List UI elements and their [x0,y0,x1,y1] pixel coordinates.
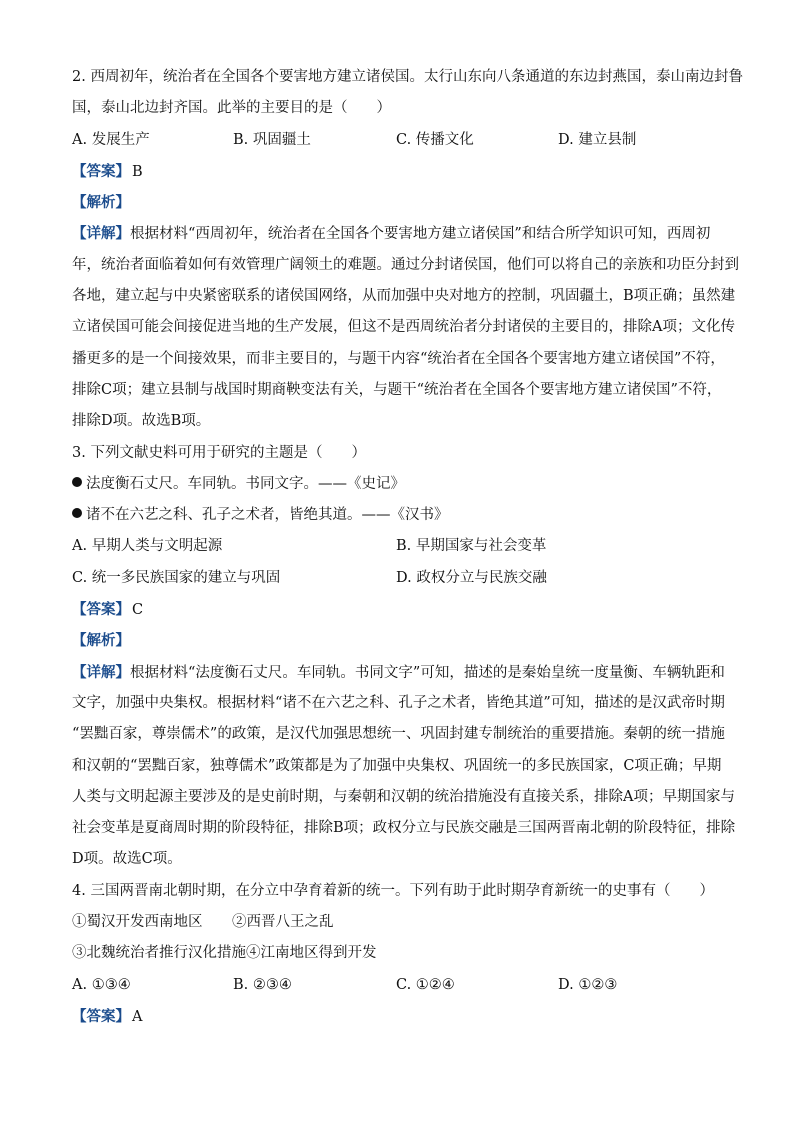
question-page [72,62,743,1032]
q4-answer [72,1001,724,1032]
material-text: 法度衡石丈尺。车同轨。书同文字。——《史记》 [86,475,405,492]
q4-option-c: C. ①②④ [396,976,455,993]
q4-answer-value: A [132,1008,143,1025]
q3-option-c: C. 统一多民族国家的建立与巩固 [72,569,281,586]
answer-label: 【答案】 [72,601,130,619]
q2-detail-line-3: 各地，建立起与中央紧密联系的诸侯国网络，从而加强中央对地方的控制，巩固疆土，B项正确；虽然建 [72,288,736,305]
q3-options-row-2 [72,563,724,594]
q4-option-b: B. ②③④ [233,976,292,993]
answer-label: 【答案】 [72,1007,130,1025]
analysis-label: 【解析】 [72,632,130,650]
q3-option-d: D. 政权分立与民族交融 [396,569,547,586]
q3-detail-line-4: 和汉朝的“罢黜百家，独尊儒术”政策都是为了加强中央集权、巩固统一的多民族国家，C项正确；早期 [72,757,722,774]
q2-detail-line-1 [72,218,724,249]
q3-detail-line-2: 文字，加强中央集权。根据材料“诸不在六艺之科、孔子之术者，皆绝其道”可知，描述的是汉武帝时期 [72,694,725,711]
q3-detail-line-6: 社会变革是夏商周时期的阶段特征，排除B项；政权分立与民族交融是三国两晋南北朝的阶段特征，排除 [72,820,736,837]
q2-answer [72,156,724,187]
q2-option-d: D. 建立县制 [558,131,637,148]
q3-option-a: A. 早期人类与文明起源 [72,538,223,555]
q3-detail-line-1 [72,657,724,688]
q4-item-1: ①蜀汉开发西南地区 [72,914,203,931]
detail-text: 根据材料“法度衡石丈尺。车同轨。书同文字”可知，描述的是秦始皇统一度量衡、车辆轨距和 [130,664,725,681]
q4-stem: 4. 三国两晋南北朝时期，在分立中孕育着新的统一。下列有助于此时期孕育新统一的史事有（ ） [72,882,714,899]
q2-analysis-heading [72,187,724,218]
bullet-icon [72,508,82,518]
q4-items-row-2: ③北魏统治者推行汉化措施④江南地区得到开发 [72,945,377,962]
q4-option-d: D. ①②③ [558,976,618,993]
q2-stem-line-2: 国，泰山北边封齐国。此举的主要目的是（ ） [72,100,391,117]
q2-option-b: B. 巩固疆土 [233,131,311,148]
material-text: 诸不在六艺之科、孔子之术者，皆绝其道。——《汉书》 [86,507,449,524]
q2-detail-line-7: 排除D项。故选B项。 [72,413,211,430]
q3-option-b: B. 早期国家与社会变革 [396,538,547,555]
q3-material-1 [72,469,724,500]
q4-option-a: A. ①③④ [72,976,131,993]
analysis-label: 【解析】 [72,194,130,212]
q2-stem-line-1: 2. 西周初年，统治者在全国各个要害地方建立诸侯国。太行山东向八条通道的东边封燕国，泰山南边封鲁 [72,69,743,85]
q3-detail-line-7: D项。故选C项。 [72,851,182,868]
detail-label: 【详解】 [72,663,130,681]
detail-text: 根据材料“西周初年，统治者在全国各个要害地方建立诸侯国”和结合所学知识可知，西周初 [130,226,711,243]
q2-detail-line-2: 年，统治者面临着如何有效管理广阔领土的难题。通过分封诸侯国，他们可以将自己的亲族和功臣分封到 [72,256,739,273]
q3-material-2 [72,500,724,531]
q2-detail-line-4: 立诸侯国可能会间接促进当地的生产发展，但这不是西周统治者分封诸侯的主要目的，排除A项；文化传 [72,319,735,336]
q3-detail-line-5: 人类与文明起源主要涉及的是史前时期，与秦朝和汉朝的统治措施没有直接关系，排除A项；早期国家与 [72,788,735,805]
detail-label: 【详解】 [72,225,130,243]
q2-options [72,125,724,156]
q3-analysis-heading [72,625,724,656]
q2-option-c: C. 传播文化 [396,131,474,148]
q3-options-row-1 [72,531,724,562]
q3-stem: 3. 下列文献史料可用于研究的主题是（ ） [72,444,366,461]
answer-label: 【答案】 [72,162,130,180]
q2-detail-line-5: 播更多的是一个间接效果，而非主要目的，与题干内容“统治者在全国各个要害地方建立诸侯国”不符， [72,350,725,367]
q2-answer-value: B [132,163,143,180]
q3-answer [72,594,724,625]
q4-options [72,970,724,1001]
q4-item-2: ②西晋八王之乱 [232,914,334,931]
q2-option-a: A. 发展生产 [72,131,150,148]
q3-detail-line-3: “罢黜百家，尊崇儒术”的政策，是汉代加强思想统一、巩固封建专制统治的重要措施。秦朝的统一措施 [72,726,725,743]
bullet-icon [72,477,82,487]
q2-detail-line-6: 排除C项；建立县制与战国时期商鞅变法有关，与题干“统治者在全国各个要害地方建立诸侯国”不符， [72,381,722,398]
q4-items-row-1 [72,907,724,938]
q3-answer-value: C [132,602,144,619]
